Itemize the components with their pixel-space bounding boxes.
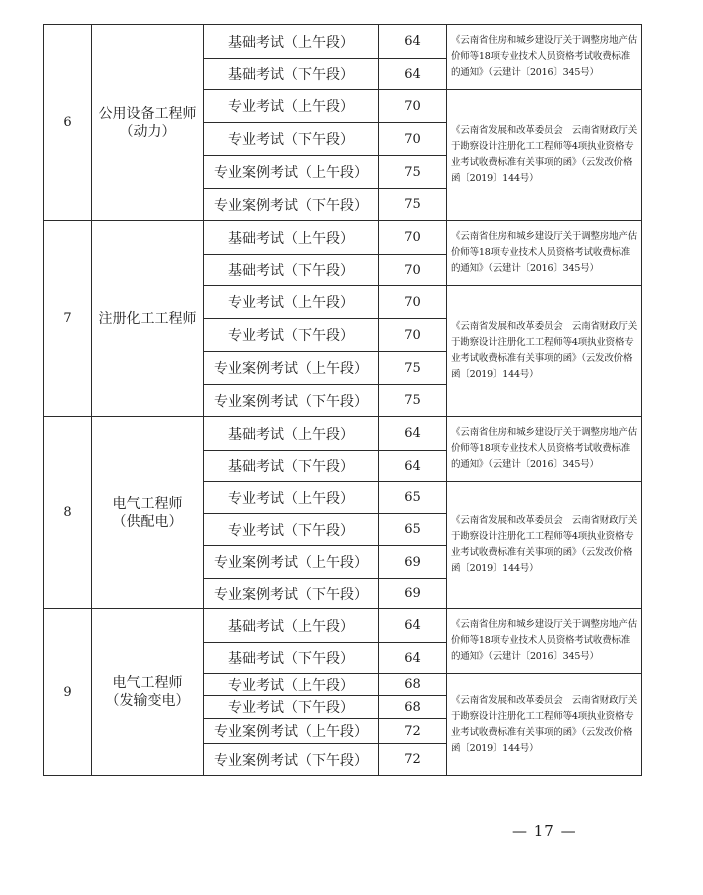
exam-subject: 专业案例考试（下午段） xyxy=(204,579,379,609)
profession-name xyxy=(92,609,204,776)
fee-basis: 《云南省发展和改革委员会 云南省财政厅关于勘察设计注册化工工程师等4项执业资格专业考试收费标准有关事项的函》（云发改价格函〔2019〕144号） xyxy=(447,90,642,221)
profession-name xyxy=(92,25,204,221)
exam-subject: 专业考试（上午段） xyxy=(204,482,379,514)
profession-name-line: 电气工程师 xyxy=(112,495,183,512)
profession-name-line: （供配电） xyxy=(112,513,183,530)
fee-value: 65 xyxy=(379,482,447,514)
fee-value: 75 xyxy=(379,352,447,385)
fee-value: 64 xyxy=(379,25,447,59)
fee-value: 72 xyxy=(379,744,447,776)
fee-value: 64 xyxy=(379,609,447,643)
profession-name xyxy=(92,417,204,609)
table-row xyxy=(44,417,642,451)
exam-subject: 基础考试（下午段） xyxy=(204,451,379,482)
fee-value: 64 xyxy=(379,451,447,482)
exam-subject: 专业考试（下午段） xyxy=(204,696,379,719)
row-number: 7 xyxy=(44,221,92,417)
exam-subject: 专业考试（下午段） xyxy=(204,319,379,352)
exam-subject: 基础考试（下午段） xyxy=(204,643,379,674)
fee-value: 69 xyxy=(379,579,447,609)
fee-basis: 《云南省住房和城乡建设厅关于调整房地产估价师等18项专业技术人员资格考试收费标准的通知》（云建计〔2016〕345号） xyxy=(447,417,642,482)
exam-subject: 专业案例考试（上午段） xyxy=(204,546,379,579)
exam-subject: 专业考试（上午段） xyxy=(204,286,379,319)
fee-value: 64 xyxy=(379,643,447,674)
exam-subject: 基础考试（上午段） xyxy=(204,25,379,59)
row-number: 9 xyxy=(44,609,92,776)
table-row xyxy=(44,609,642,643)
exam-subject: 专业案例考试（下午段） xyxy=(204,189,379,221)
fee-value: 68 xyxy=(379,696,447,719)
exam-subject: 基础考试（上午段） xyxy=(204,221,379,255)
profession-name-line: 电气工程师 xyxy=(112,675,183,691)
fee-value: 72 xyxy=(379,719,447,744)
fee-value: 70 xyxy=(379,123,447,156)
profession-name-line: （发输变电） xyxy=(105,693,190,709)
exam-subject: 基础考试（上午段） xyxy=(204,417,379,451)
fee-value: 65 xyxy=(379,514,447,546)
fee-value: 70 xyxy=(379,255,447,286)
fee-table xyxy=(43,24,642,776)
fee-basis: 《云南省发展和改革委员会 云南省财政厅关于勘察设计注册化工工程师等4项执业资格专业考试收费标准有关事项的函》（云发改价格函〔2019〕144号） xyxy=(447,482,642,609)
exam-subject: 专业案例考试（上午段） xyxy=(204,719,379,744)
exam-subject: 基础考试（上午段） xyxy=(204,609,379,643)
exam-subject: 基础考试（下午段） xyxy=(204,255,379,286)
fee-basis: 《云南省发展和改革委员会 云南省财政厅关于勘察设计注册化工工程师等4项执业资格专业考试收费标准有关事项的函》（云发改价格函〔2019〕144号） xyxy=(447,286,642,417)
exam-subject: 专业案例考试（下午段） xyxy=(204,385,379,417)
fee-value: 69 xyxy=(379,546,447,579)
exam-subject: 专业案例考试（上午段） xyxy=(204,352,379,385)
fee-basis: 《云南省发展和改革委员会 云南省财政厅关于勘察设计注册化工工程师等4项执业资格专业考试收费标准有关事项的函》（云发改价格函〔2019〕144号） xyxy=(447,674,642,776)
exam-subject: 专业案例考试（上午段） xyxy=(204,156,379,189)
profession-name-line: 公用设备工程师 xyxy=(98,105,197,122)
fee-basis: 《云南省住房和城乡建设厅关于调整房地产估价师等18项专业技术人员资格考试收费标准的通知》（云建计〔2016〕345号） xyxy=(447,221,642,286)
exam-subject: 专业考试（上午段） xyxy=(204,674,379,696)
exam-subject: 基础考试（下午段） xyxy=(204,59,379,90)
fee-basis: 《云南省住房和城乡建设厅关于调整房地产估价师等18项专业技术人员资格考试收费标准的通知》（云建计〔2016〕345号） xyxy=(447,609,642,674)
exam-subject: 专业案例考试（下午段） xyxy=(204,744,379,776)
table-row xyxy=(44,25,642,59)
fee-basis: 《云南省住房和城乡建设厅关于调整房地产估价师等18项专业技术人员资格考试收费标准的通知》（云建计〔2016〕345号） xyxy=(447,25,642,90)
page-number: — 17 — xyxy=(512,822,577,840)
fee-value: 75 xyxy=(379,156,447,189)
fee-value: 64 xyxy=(379,417,447,451)
row-number: 8 xyxy=(44,417,92,609)
table-row xyxy=(44,221,642,255)
fee-value: 68 xyxy=(379,674,447,696)
profession-name-line: 注册化工工程师 xyxy=(98,310,197,327)
fee-value: 75 xyxy=(379,385,447,417)
row-number: 6 xyxy=(44,25,92,221)
exam-subject: 专业考试（上午段） xyxy=(204,90,379,123)
fee-value: 75 xyxy=(379,189,447,221)
fee-value: 70 xyxy=(379,90,447,123)
fee-value: 70 xyxy=(379,221,447,255)
profession-name xyxy=(92,221,204,417)
fee-value: 70 xyxy=(379,286,447,319)
profession-name-line: （动力） xyxy=(119,123,176,140)
fee-value: 64 xyxy=(379,59,447,90)
fee-value: 70 xyxy=(379,319,447,352)
exam-subject: 专业考试（下午段） xyxy=(204,514,379,546)
exam-subject: 专业考试（下午段） xyxy=(204,123,379,156)
